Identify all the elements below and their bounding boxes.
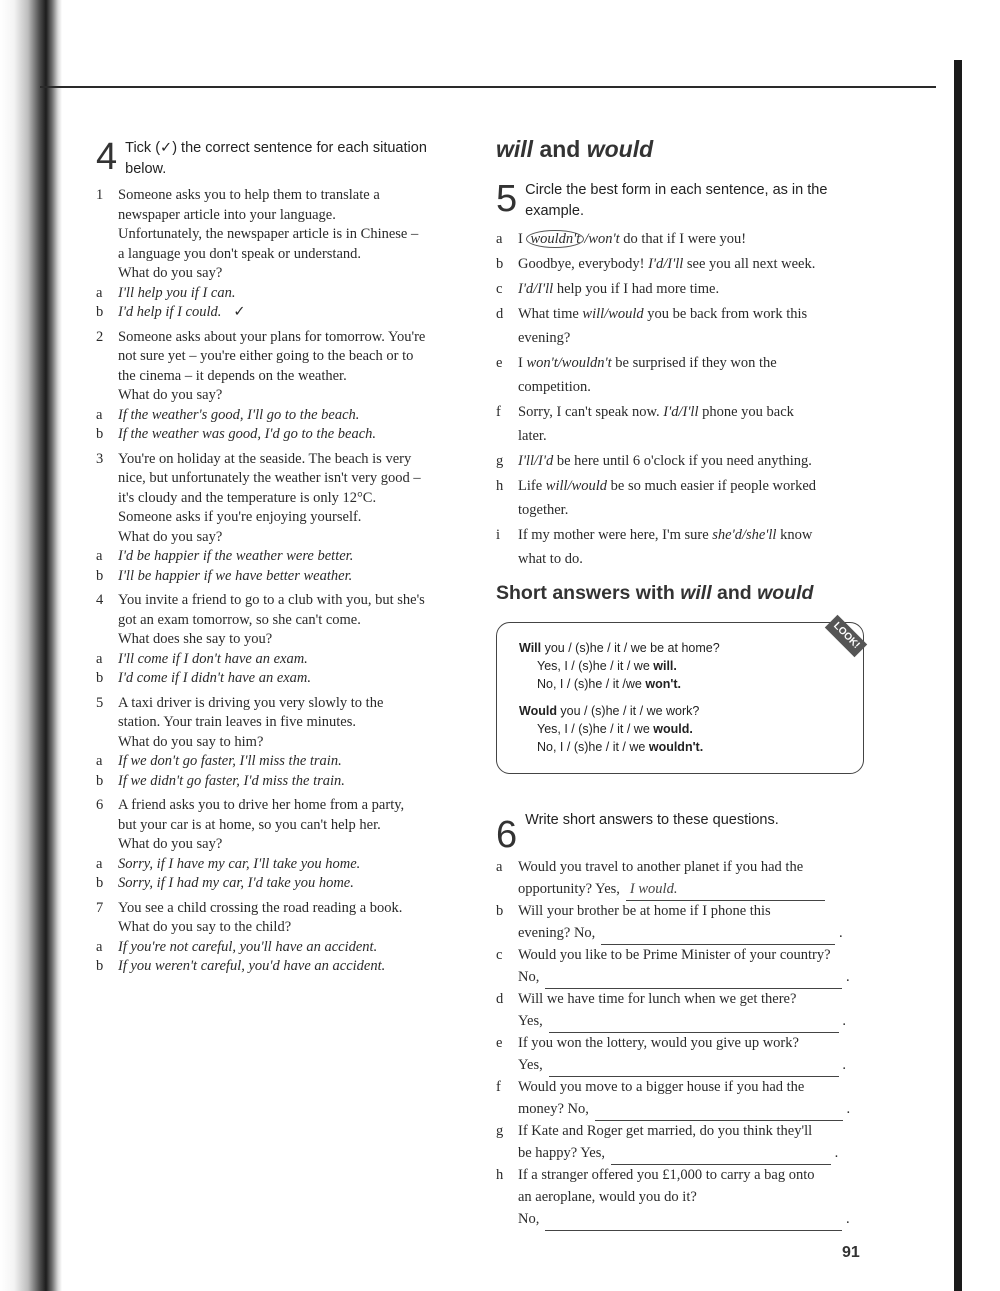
- ex6-question: Would you move to a bigger house if you had the: [518, 1079, 805, 1095]
- ex4-option-letter: a: [96, 650, 103, 667]
- ex4-item-line: station. Your train leaves in five minutes.: [118, 714, 357, 730]
- ex6-answer-prefix: money? No,: [518, 1101, 589, 1117]
- ex6-item-letter: d: [496, 991, 504, 1007]
- ex5-text: help you if I had more time.: [553, 281, 720, 297]
- ex5-item-letter: f: [496, 404, 501, 420]
- ex6-answer-blank[interactable]: [601, 924, 835, 945]
- title-will: will: [496, 136, 534, 162]
- look-question-1: [519, 639, 720, 657]
- look-tag: LOOK!: [825, 615, 867, 657]
- ex6-answer-line: [518, 880, 825, 901]
- title-will-2: will: [680, 582, 712, 604]
- ex4-option-letter: a: [96, 284, 103, 301]
- ex6-period: .: [842, 1211, 850, 1227]
- ex5-text: Life: [518, 478, 546, 494]
- ex5-choice[interactable]: I'd/I'll: [663, 404, 699, 420]
- ex5-item-letter: a: [496, 231, 503, 247]
- ex5-text: be so much easier if people worked: [607, 478, 816, 494]
- title-and: and: [533, 136, 587, 162]
- ex6-answer-line: [518, 1144, 838, 1165]
- ex5-choice-alt[interactable]: /won't: [584, 231, 620, 247]
- ex4-option-a[interactable]: [118, 650, 308, 670]
- ex5-text: see you all next week.: [683, 256, 816, 272]
- ex6-answer-prefix: No,: [518, 969, 540, 985]
- ex6-item-letter: h: [496, 1167, 504, 1183]
- look-answer-1-no: [537, 675, 681, 693]
- ex4-item-line: What do you say to him?: [118, 733, 264, 750]
- ex6-period: .: [838, 1013, 846, 1029]
- ex5-item-sentence: [518, 452, 812, 472]
- ex5-item-sentence: [518, 477, 816, 497]
- ex4-option-letter: b: [96, 304, 104, 320]
- ex5-item-sentence: [518, 305, 807, 325]
- ex5-item-letter: c: [496, 281, 503, 297]
- ex4-item-line: not sure yet – you're either going to the beach or to: [118, 348, 414, 364]
- ex4-option-letter: b: [96, 958, 104, 974]
- ex4-option-a[interactable]: [118, 547, 353, 567]
- ex6-answer-blank[interactable]: [545, 1210, 842, 1231]
- ex6-question: Would you like to be Prime Minister of your country?: [518, 947, 831, 963]
- ex4-option-letter: a: [96, 548, 103, 564]
- ex4-item-line: the cinema – it depends on the weather.: [118, 367, 347, 384]
- ex4-option-letter: b: [96, 670, 104, 686]
- ex5-choice[interactable]: she'd/she'll: [712, 527, 777, 543]
- ex4-option-b[interactable]: [118, 303, 246, 323]
- ex5-instruction: [525, 180, 827, 222]
- ex4-item-line: newspaper article into your language.: [118, 206, 336, 223]
- look-a2-yes-bold: would.: [653, 722, 693, 736]
- ex6-answer-prefix: evening? No,: [518, 925, 596, 941]
- ex4-option-text: Sorry, if I have my car, I'll take you home.: [118, 855, 361, 872]
- ex5-choice[interactable]: wouldn't: [526, 230, 584, 248]
- ex6-period: .: [835, 925, 843, 941]
- ex6-answer-prefix: Yes,: [518, 1057, 543, 1073]
- look-a1-no-text: No, I / (s)he / it /we: [537, 677, 646, 691]
- ex4-item-number: 6: [96, 797, 104, 813]
- ex6-answer-line: [518, 1056, 846, 1077]
- ex4-option-text: If you weren't careful, you'd have an accident.: [118, 958, 386, 974]
- ex5-text: do that if I were you!: [619, 231, 747, 247]
- ex4-item-number: 5: [96, 694, 104, 711]
- ex4-option-b[interactable]: [118, 874, 354, 894]
- ex4-option-letter: b: [96, 875, 104, 891]
- ex4-option-text: I'd be happier if the weather were better.: [118, 548, 354, 564]
- ex5-item-letter: i: [496, 527, 501, 543]
- ex4-option-b[interactable]: [118, 669, 311, 689]
- ex5-number: 5: [496, 178, 518, 220]
- ex5-instruction-line1: Circle the best form in each sentence, as in the: [525, 182, 828, 198]
- ex4-option-text: If we didn't go faster, I'd miss the train.: [118, 772, 345, 789]
- ex4-option-letter: b: [96, 426, 104, 442]
- look-a2-no-bold: wouldn't.: [648, 740, 704, 754]
- look-a1-yes-bold: will.: [653, 659, 677, 673]
- look-q1-bold: Will: [519, 641, 542, 655]
- ex4-option-letter: a: [96, 855, 103, 872]
- ex6-answer-prefix: No,: [518, 1211, 540, 1227]
- ex4-item-number: 2: [96, 328, 104, 345]
- ex5-item-sentence: [518, 526, 812, 546]
- ex5-choice[interactable]: I'd/I'll: [648, 256, 684, 272]
- ex6-number: 6: [496, 814, 518, 856]
- ex6-item-letter: g: [496, 1123, 504, 1139]
- book-spine-shadow: [0, 0, 62, 1291]
- ex4-option-text: If the weather's good, I'll go to the beach.: [118, 406, 360, 423]
- ex6-answer-line: [518, 1100, 850, 1121]
- ex5-choice[interactable]: I'll/I'd: [518, 453, 554, 469]
- ex5-text: know: [776, 527, 813, 543]
- ex4-option-text: I'd help if I could.: [118, 304, 222, 320]
- look-a2-yes-text: Yes, I / (s)he / it / we: [537, 722, 654, 736]
- ex6-item-letter: a: [496, 859, 503, 875]
- ex4-item-line: got an exam tomorrow, so she can't come.: [118, 611, 361, 628]
- ex4-item-line: You see a child crossing the road reading a book.: [118, 899, 403, 916]
- page-number: 91: [842, 1244, 860, 1261]
- ex4-instruction-line1: Tick (✓) the correct sentence for each situation: [125, 140, 427, 156]
- title-and-2: and: [711, 582, 758, 604]
- ex4-option-letter: b: [96, 567, 104, 584]
- ex4-option-b[interactable]: [118, 957, 385, 977]
- ex4-option-text: If we don't go faster, I'll miss the train.: [118, 753, 342, 769]
- look-box: [496, 622, 864, 774]
- ex6-answer-line: [518, 1210, 850, 1231]
- ex4-item-line: Unfortunately, the newspaper article is in Chinese –: [118, 226, 419, 242]
- section-title-will-would: [496, 136, 653, 163]
- ex4-item-line: Someone asks if you're enjoying yourself.: [118, 509, 362, 525]
- ex5-item-continuation: together.: [518, 502, 569, 518]
- ex6-answer-blank[interactable]: [626, 880, 825, 901]
- ex6-question: If Kate and Roger get married, do you think they'll: [518, 1123, 813, 1139]
- ex4-option-b[interactable]: [118, 772, 345, 792]
- ex4-instruction-line2: below.: [125, 161, 167, 177]
- ex4-option-text: If you're not careful, you'll have an accident.: [118, 938, 378, 955]
- ex4-option-letter: a: [96, 938, 103, 955]
- ex5-item-continuation: what to do.: [518, 551, 583, 567]
- ex5-text: I: [518, 355, 527, 371]
- ex4-option-a[interactable]: [118, 855, 360, 875]
- ex6-answer-blank[interactable]: [545, 968, 842, 989]
- ex6-question: Will we have time for lunch when we get there?: [518, 991, 797, 1007]
- ex5-item-letter: d: [496, 306, 504, 322]
- ex6-item-letter: f: [496, 1079, 501, 1095]
- ex5-item-letter: b: [496, 256, 504, 272]
- ex4-item-number: 3: [96, 450, 104, 467]
- ex6-period: .: [842, 1101, 851, 1117]
- ex5-item-sentence: [518, 280, 719, 300]
- look-a1-no-bold: won't.: [645, 677, 681, 691]
- ex6-answer-line: [518, 968, 850, 989]
- ex4-option-text: I'll be happier if we have better weather.: [118, 567, 353, 584]
- ex4-option-a[interactable]: [118, 938, 377, 958]
- page-edge-bar: [954, 60, 962, 1291]
- ex5-item-continuation: competition.: [518, 379, 591, 395]
- look-a2-no-text: No, I / (s)he / it / we: [537, 740, 649, 754]
- ex5-header: [496, 180, 827, 222]
- ex5-text: phone you back: [698, 404, 794, 420]
- ex6-answer-prefix: be happy? Yes,: [518, 1145, 605, 1161]
- ex5-item-continuation: later.: [518, 428, 547, 444]
- ex4-item-line: a language you don't speak or understand.: [118, 245, 362, 262]
- ex4-option-b[interactable]: [118, 567, 352, 587]
- ex6-question: Would you travel to another planet if you had the: [518, 859, 804, 875]
- ex5-choice[interactable]: will/would: [582, 306, 644, 322]
- ex6-answer-blank[interactable]: [595, 1100, 843, 1121]
- ex4-option-letter: a: [96, 753, 103, 769]
- ex4-item-line: What does she say to you?: [118, 631, 273, 647]
- ex4-item-line: What do you say?: [118, 265, 223, 281]
- ex4-option-a[interactable]: [118, 752, 342, 772]
- ex5-item-sentence: [518, 255, 815, 275]
- ex4-item-line: What do you say to the child?: [118, 919, 292, 935]
- look-answer-2-yes: [537, 720, 693, 738]
- ex6-question: Will your brother be at home if I phone this: [518, 903, 771, 919]
- ex6-period: .: [838, 1057, 846, 1073]
- ex5-text: If my mother were here, I'm sure: [518, 527, 713, 543]
- ex4-item-line: it's cloudy and the temperature is only 12°C.: [118, 489, 377, 506]
- ex6-item-letter: b: [496, 903, 504, 919]
- ex6-answer-blank[interactable]: [611, 1144, 831, 1165]
- ex4-header: [96, 138, 427, 180]
- ex6-instruction: Write short answers to these questions.: [525, 812, 779, 828]
- ex4-instruction: [125, 138, 427, 180]
- ex4-item-line: You're on holiday at the seaside. The beach is very: [118, 450, 412, 467]
- ex4-item-number: 4: [96, 592, 104, 608]
- ex6-written-answer: I would.: [629, 881, 678, 897]
- ex6-answer-blank[interactable]: [549, 1012, 839, 1033]
- look-q2-bold: Would: [519, 704, 557, 718]
- ex4-item-line: What do you say?: [118, 528, 223, 545]
- ex4-option-a[interactable]: [118, 284, 235, 304]
- ex4-option-text: I'll help you if I can.: [118, 284, 236, 301]
- ex6-answer-blank[interactable]: [549, 1056, 839, 1077]
- ex6-question-cont: an aeroplane, would you do it?: [518, 1189, 697, 1205]
- top-rule: [40, 86, 936, 88]
- ex6-question: If a stranger offered you £1,000 to carry a bag onto: [518, 1167, 815, 1183]
- ex4-item-line: but your car is at home, so you can't help her.: [118, 816, 381, 833]
- ex6-header: [496, 810, 779, 854]
- look-a1-yes-text: Yes, I / (s)he / it / we: [537, 659, 654, 673]
- ex4-item-number: 7: [96, 899, 104, 916]
- ex5-text: Sorry, I can't speak now.: [518, 404, 664, 420]
- look-answer-2-no: [537, 738, 703, 756]
- ex5-text: I: [518, 231, 527, 247]
- ex4-option-letter: b: [96, 772, 104, 789]
- ex4-option-b[interactable]: [118, 425, 376, 445]
- ex5-item-sentence: [518, 354, 777, 374]
- title-would-2: would: [757, 582, 814, 604]
- ex5-item-letter: g: [496, 453, 504, 469]
- ex5-item-letter: h: [496, 478, 504, 494]
- ex6-answer-prefix: Yes,: [518, 1013, 543, 1029]
- ex6-item-letter: e: [496, 1035, 503, 1051]
- ex5-text: you be back from work this: [643, 306, 808, 322]
- ex6-answer-line: [518, 1012, 846, 1033]
- ex4-item-line: nice, but unfortunately the weather isn't very good –: [118, 470, 421, 486]
- title-would: would: [586, 136, 654, 162]
- ex4-item-number: 1: [96, 187, 104, 203]
- ex5-text: What time: [518, 306, 583, 322]
- ex5-choice[interactable]: will/would: [545, 478, 608, 494]
- ex4-option-text: I'd come if I didn't have an exam.: [118, 670, 312, 686]
- ex6-item-letter: c: [496, 947, 503, 963]
- ex4-item-line: You invite a friend to go to a club with you, but she's: [118, 592, 425, 608]
- title-short-answers: Short answers with: [496, 582, 681, 604]
- ex4-option-text: I'll come if I don't have an exam.: [118, 650, 308, 667]
- ex4-item-line: Someone asks about your plans for tomorrow. You're: [118, 328, 426, 345]
- ex5-text: be here until 6 o'clock if you need anything.: [553, 453, 812, 469]
- ex6-period: .: [842, 969, 850, 985]
- look-q1-text: you / (s)he / it / we be at home?: [544, 641, 720, 655]
- ex5-choice[interactable]: won't/wouldn't: [526, 355, 612, 371]
- ex5-item-letter: e: [496, 355, 503, 371]
- ex5-text: be surprised if they won the: [611, 355, 777, 371]
- ex6-question: If you won the lottery, would you give up work?: [518, 1035, 799, 1051]
- ex5-instruction-line2: example.: [525, 203, 584, 219]
- ex5-item-sentence: [518, 230, 746, 250]
- ex4-option-letter: a: [96, 406, 103, 423]
- ex4-item-line: What do you say?: [118, 387, 223, 403]
- ex5-item-continuation: evening?: [518, 330, 571, 346]
- ex6-period: .: [831, 1145, 839, 1161]
- ex4-option-a[interactable]: [118, 406, 359, 426]
- ex5-item-sentence: [518, 403, 794, 423]
- ex4-item-line: Someone asks you to help them to translate a: [118, 187, 380, 203]
- ex4-number: 4: [96, 136, 118, 178]
- ex5-text: Goodbye, everybody!: [518, 256, 649, 272]
- look-answer-1-yes: [537, 657, 677, 675]
- section-title-short-answers: [496, 582, 813, 605]
- ex6-answer-prefix: opportunity? Yes,: [518, 881, 620, 897]
- ex4-item-line: What do you say?: [118, 836, 223, 852]
- ex4-item-line: A friend asks you to drive her home from a party,: [118, 797, 405, 813]
- ex5-choice[interactable]: I'd/I'll: [518, 281, 554, 297]
- ex4-option-text: Sorry, if I had my car, I'd take you home.: [118, 875, 354, 891]
- tick-mark: ✓: [233, 304, 246, 320]
- ex6-answer-line: [518, 924, 843, 945]
- ex4-item-line: A taxi driver is driving you very slowly to the: [118, 694, 384, 711]
- look-q2-text: you / (s)he / it / we work?: [556, 704, 700, 718]
- look-question-2: [519, 702, 699, 720]
- ex4-option-text: If the weather was good, I'd go to the beach.: [118, 426, 377, 442]
